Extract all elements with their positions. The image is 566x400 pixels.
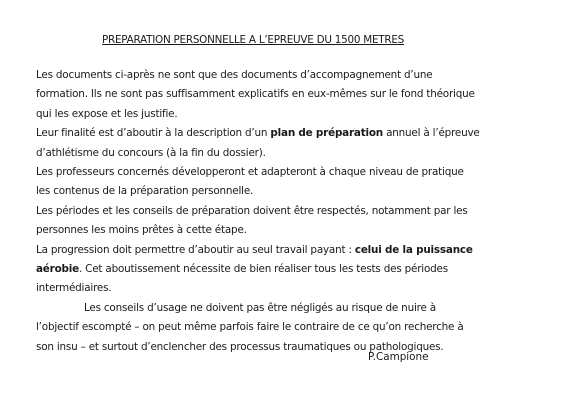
body-line: Les documents ci-après ne sont que des documents d’accompagnement d’une	[36, 69, 433, 81]
body-line: formation. Ils ne sont pas suffisamment explicatifs en eux-mêmes sur le fond théorique	[36, 88, 475, 101]
body-line: l’objectif escompté – on peut même parfois faire le contraire de ce qu’on recherche à	[36, 321, 464, 334]
line-text: La progression doit permettre d’aboutir au seul travail payant :	[36, 243, 355, 256]
body-line: d’athlétisme du concours (à la fin du dossier).	[36, 146, 266, 159]
line-text: Leur finalité est d’aboutir à la description d’un	[36, 127, 271, 140]
body-line: Les conseils d’usage ne doivent pas être négligés au risque de nuire à	[84, 301, 436, 314]
emphasis-text: plan de préparation	[270, 127, 383, 140]
emphasis-text: celui de la puissance	[354, 243, 473, 256]
body-line	[36, 260, 506, 279]
body-line	[36, 124, 506, 143]
line-text: annuel à l’épreuve	[383, 127, 480, 140]
author-signature: P.Campione	[368, 351, 429, 363]
body-line: son insu – et surtout d’enclencher des processus traumatiques ou pathologiques.	[36, 340, 444, 353]
body-line: personnes les moins prêtes à cette étape.	[36, 224, 247, 237]
emphasis-text: aérobie	[36, 263, 79, 276]
document-title: PREPARATION PERSONNELLE A L’EPREUVE DU 1500 METRES	[102, 34, 405, 46]
line-text: . Cet aboutissement nécessite de bien réaliser tous les tests des périodes	[78, 263, 448, 276]
document-body	[36, 66, 506, 357]
body-line: Les périodes et les conseils de préparation doivent être respectés, notamment par les	[36, 204, 468, 217]
body-line	[36, 241, 506, 260]
body-line: intermédiaires.	[36, 282, 112, 295]
body-line: Les professeurs concernés développeront et adapteront à chaque niveau de pratique	[36, 166, 464, 179]
body-line: qui les expose et les justifie.	[36, 107, 178, 120]
body-line: les contenus de la préparation personnelle.	[36, 185, 254, 198]
